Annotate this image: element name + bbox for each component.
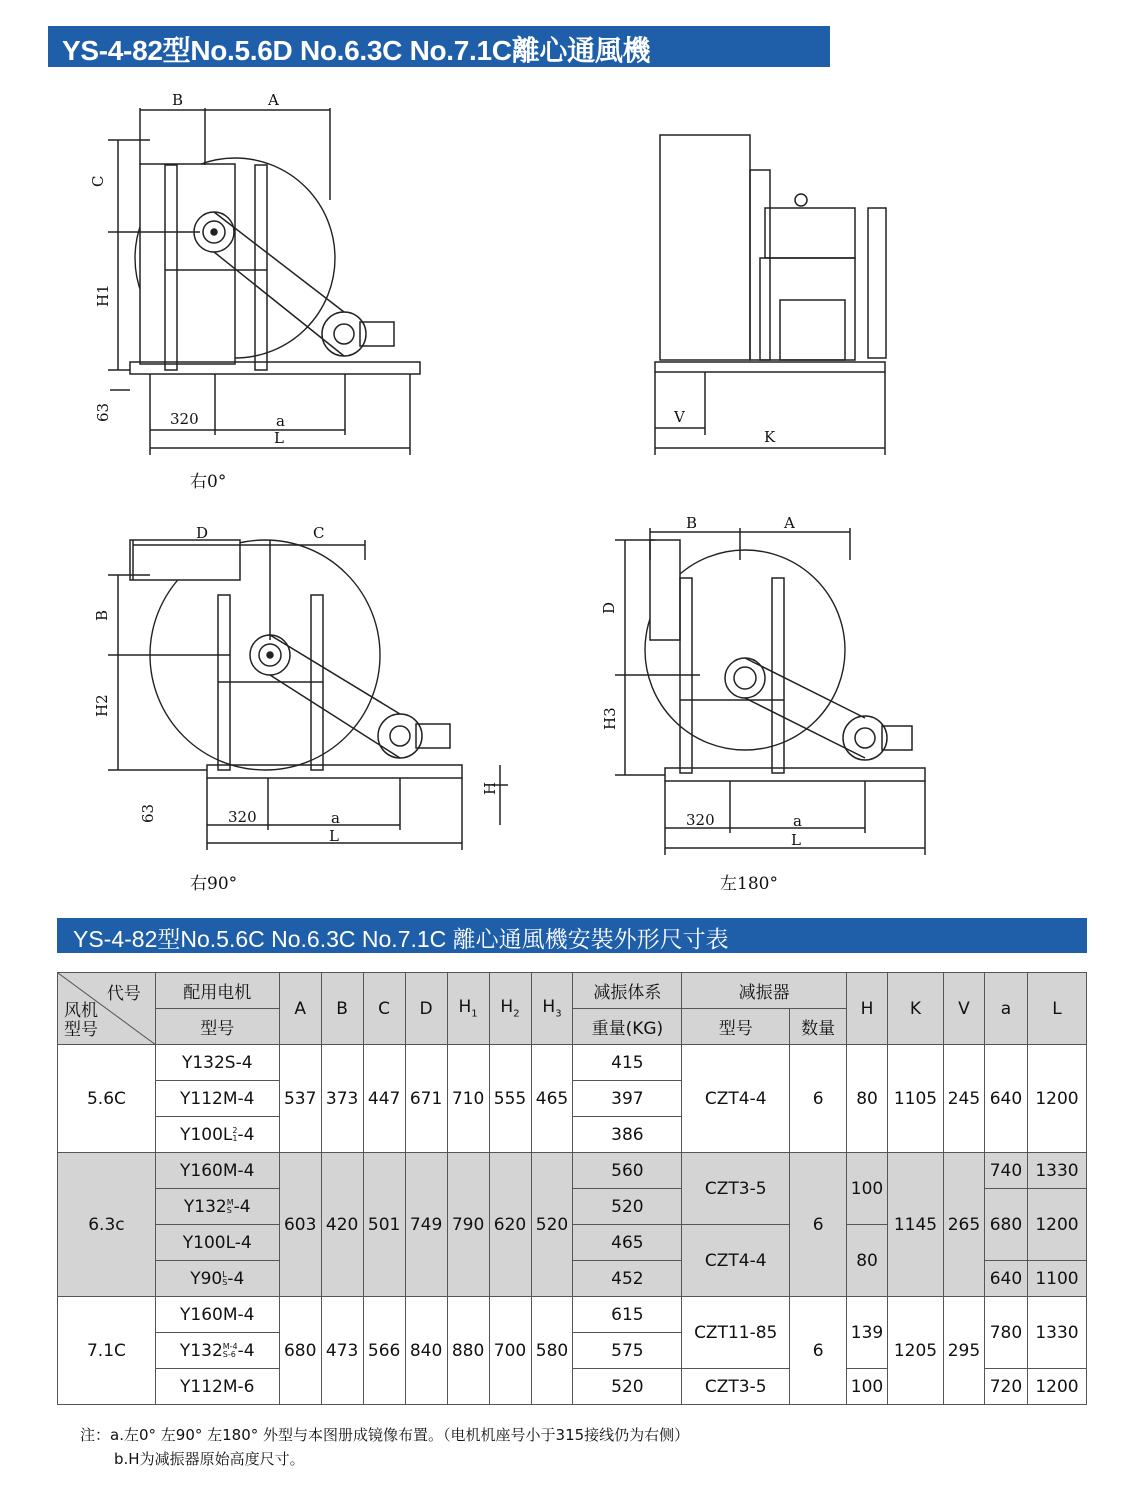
dim-a: 680 — [279, 1297, 321, 1405]
weight-header: 减振体系 — [573, 973, 682, 1009]
dim-label: B — [172, 91, 184, 109]
drawing-side-view — [655, 135, 886, 455]
dim-b: 420 — [321, 1153, 363, 1297]
dim-label: D — [196, 524, 209, 542]
dim-h2: 700 — [489, 1297, 531, 1405]
damper-model-header: 型号 — [682, 1009, 790, 1045]
dim-label: A — [268, 91, 279, 109]
col-header-h1: $H_1$ — [447, 973, 489, 1045]
corner-bottom-label: 风机型号 — [64, 1001, 98, 1040]
weight: 386 — [573, 1117, 682, 1153]
dim-h: 139 — [847, 1297, 888, 1369]
dim-v: 265 — [943, 1153, 984, 1297]
col-header-a-small: a — [984, 973, 1027, 1045]
dim-l: 1200 — [1027, 1189, 1086, 1261]
dim-h: 100 — [847, 1369, 888, 1405]
fan-model: 6.3c — [58, 1153, 156, 1297]
damper-model: CZT3-5 — [682, 1369, 790, 1405]
fan-model: 7.1C — [58, 1297, 156, 1405]
motor-model: Y132S-4 — [155, 1045, 279, 1081]
col-header-l: L — [1027, 973, 1086, 1045]
weight: 520 — [573, 1189, 682, 1225]
note-line-2: b.H为减振器原始高度尺寸。 — [114, 1450, 305, 1468]
dim-h2: 620 — [489, 1153, 531, 1297]
table-row — [58, 1045, 1087, 1081]
corner-header — [58, 973, 156, 1045]
weight: 452 — [573, 1261, 682, 1297]
table-title: YS-4-82型No.5.6C No.6.3C No.7.1C 離心通風機安裝外形尺寸表 — [73, 926, 729, 952]
page-title: YS-4-82型No.5.6D No.6.3C No.7.1C離心通風機 — [62, 35, 651, 66]
drawing-left-180 — [615, 528, 925, 855]
damper-model: CZT11-85 — [682, 1297, 790, 1369]
dim-a-small: 640 — [984, 1261, 1027, 1297]
damper-qty: 6 — [790, 1153, 847, 1297]
col-header-h3: $H_3$ — [531, 973, 573, 1045]
dim-d: 840 — [405, 1297, 447, 1405]
table-header-row — [58, 973, 1087, 1009]
motor-header: 配用电机 — [155, 973, 279, 1009]
dim-label: 320 — [228, 808, 257, 826]
table-row — [58, 1297, 1087, 1333]
dim-v: 295 — [943, 1297, 984, 1405]
dim-b: 373 — [321, 1045, 363, 1153]
dim-c: 566 — [363, 1297, 405, 1405]
drawing-right-0 — [108, 108, 420, 455]
dim-h2: 555 — [489, 1045, 531, 1153]
motor-model: Y112M-6 — [155, 1369, 279, 1405]
col-header-v: V — [943, 973, 984, 1045]
dimension-table — [57, 972, 1087, 1405]
col-header-d-dim: D — [405, 973, 447, 1045]
dim-label: 63 — [139, 803, 157, 823]
dim-h: 80 — [847, 1045, 888, 1153]
dim-a: 537 — [279, 1045, 321, 1153]
dim-label: V — [674, 408, 685, 426]
motor-model: Y90L S-4 — [155, 1261, 279, 1297]
dim-h3: 465 — [531, 1045, 573, 1153]
fan-model: 5.6C — [58, 1045, 156, 1153]
dim-k: 1145 — [888, 1153, 944, 1297]
weight: 520 — [573, 1369, 682, 1405]
dim-h1: 880 — [447, 1297, 489, 1405]
dim-label: L — [274, 429, 284, 447]
weight: 615 — [573, 1297, 682, 1333]
dim-label: a — [276, 412, 285, 430]
dim-label: 63 — [94, 402, 112, 422]
col-header-h: H — [847, 973, 888, 1045]
dim-label: 320 — [170, 410, 199, 428]
dim-a-small: 740 — [984, 1153, 1027, 1189]
drawing-right-90 — [108, 540, 508, 850]
dim-c: 501 — [363, 1153, 405, 1297]
dim-d: 671 — [405, 1045, 447, 1153]
weight: 465 — [573, 1225, 682, 1261]
col-header-c-dim: C — [363, 973, 405, 1045]
dim-label: K — [764, 428, 776, 446]
dim-l: 1200 — [1027, 1045, 1086, 1153]
motor-model-header: 型号 — [155, 1009, 279, 1045]
dim-label: C — [313, 524, 325, 542]
motor-model: Y100L-4 — [155, 1225, 279, 1261]
dim-a-small: 680 — [984, 1189, 1027, 1261]
dim-a: 603 — [279, 1153, 321, 1297]
damper-qty: 6 — [790, 1297, 847, 1405]
damper-model: CZT4-4 — [682, 1225, 790, 1297]
dim-h: 80 — [847, 1225, 888, 1297]
col-header-a-dim: A — [279, 973, 321, 1045]
dim-label: H — [481, 781, 499, 795]
caption-right-0: 右0° — [190, 472, 227, 492]
col-header-h2: $H_2$ — [489, 973, 531, 1045]
note-line-1: 注：a.左0° 左90° 左180° 外型与本图册成镜像布置。（电机机座号小于315接线仍为右侧） — [80, 1426, 690, 1444]
dim-a-small: 640 — [984, 1045, 1027, 1153]
dim-l: 1330 — [1027, 1153, 1086, 1189]
dim-b: 473 — [321, 1297, 363, 1405]
damper-qty-header: 数量 — [790, 1009, 847, 1045]
dim-h1: 790 — [447, 1153, 489, 1297]
motor-model: Y100L2 1-4 — [155, 1117, 279, 1153]
dim-label: H3 — [601, 707, 619, 730]
dim-l: 1330 — [1027, 1297, 1086, 1369]
dim-label: C — [89, 175, 107, 187]
dim-label: L — [791, 831, 801, 849]
motor-model: Y132M S -4 — [155, 1189, 279, 1225]
dim-c: 447 — [363, 1045, 405, 1153]
dim-label: a — [331, 809, 340, 827]
col-header-b-dim: B — [321, 973, 363, 1045]
dim-label: 320 — [686, 811, 715, 829]
damper-model: CZT4-4 — [682, 1045, 790, 1153]
dim-h1: 710 — [447, 1045, 489, 1153]
weight: 575 — [573, 1333, 682, 1369]
dim-label: D — [600, 601, 618, 614]
motor-model: Y132M-4 S-6 -4 — [155, 1333, 279, 1369]
weight: 415 — [573, 1045, 682, 1081]
dim-l: 1200 — [1027, 1369, 1086, 1405]
dim-label: L — [329, 827, 339, 845]
motor-model: Y160M-4 — [155, 1153, 279, 1189]
table-title-banner — [57, 918, 1087, 953]
dim-a-small: 780 — [984, 1297, 1027, 1369]
table-row — [58, 1153, 1087, 1189]
weight: 560 — [573, 1153, 682, 1189]
dim-h: 100 — [847, 1153, 888, 1225]
dim-d: 749 — [405, 1153, 447, 1297]
dim-k: 1105 — [888, 1045, 944, 1153]
dim-v: 245 — [943, 1045, 984, 1153]
caption-left-180: 左180° — [720, 874, 778, 894]
damper-header: 减振器 — [682, 973, 847, 1009]
damper-model: CZT3-5 — [682, 1153, 790, 1225]
motor-model: Y112M-4 — [155, 1081, 279, 1117]
corner-top-label: 代号 — [106, 984, 141, 1004]
dim-a-small: 720 — [984, 1369, 1027, 1405]
dim-k: 1205 — [888, 1297, 944, 1405]
dim-label: a — [793, 812, 802, 830]
weight-unit-header: 重量(KG) — [573, 1009, 682, 1045]
weight: 397 — [573, 1081, 682, 1117]
dim-l: 1100 — [1027, 1261, 1086, 1297]
dim-label: B — [93, 609, 111, 621]
caption-right-90: 右90° — [190, 874, 238, 894]
dim-h3: 520 — [531, 1153, 573, 1297]
motor-model: Y160M-4 — [155, 1297, 279, 1333]
dim-h3: 580 — [531, 1297, 573, 1405]
dim-label: H1 — [94, 284, 112, 307]
dim-label: B — [686, 514, 698, 532]
notes — [80, 1423, 689, 1471]
col-header-k: K — [888, 973, 944, 1045]
damper-qty: 6 — [790, 1045, 847, 1153]
dim-label: A — [784, 514, 795, 532]
dim-label: H2 — [93, 694, 111, 717]
